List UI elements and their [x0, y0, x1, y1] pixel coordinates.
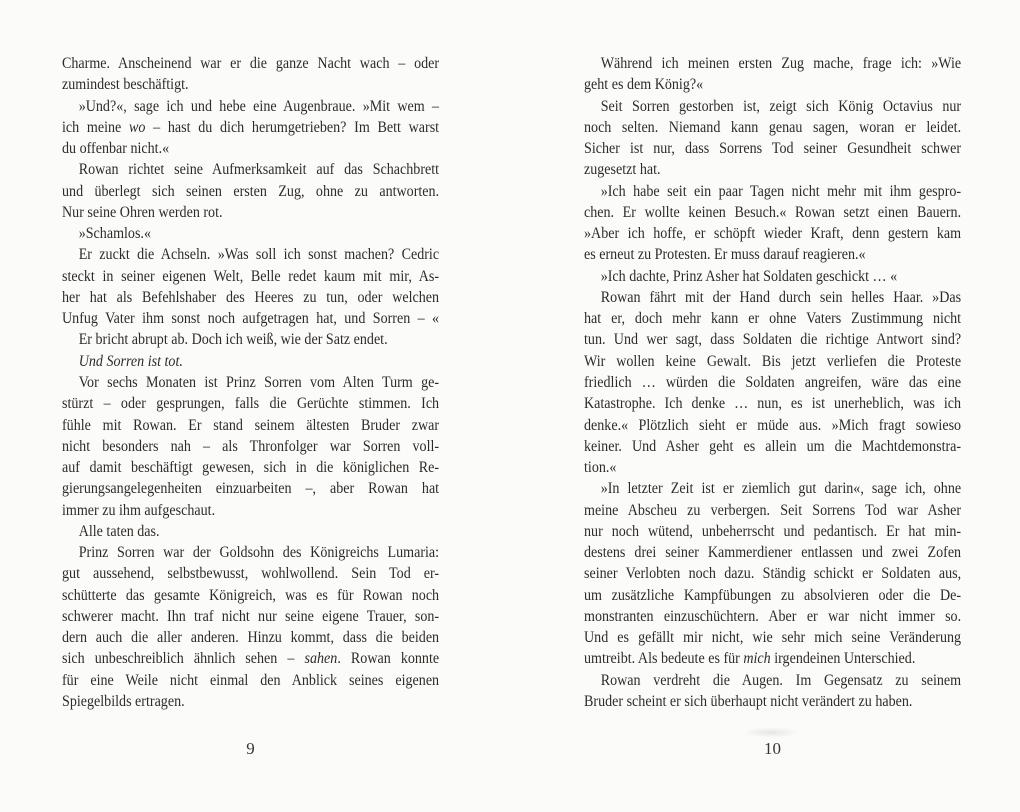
text-line: Während ich meinen ersten Zug mache, frage ich: »Wie [600, 55, 962, 72]
text-line: umtreibt. Als bedeute es für mich irgendeinen Unterschied. [584, 650, 916, 668]
text-line: stürzt – oder gesprungen, falls die Gerüchte stimmen. Ich [62, 395, 440, 413]
text-line: Alle taten das. [78, 522, 160, 540]
text-line: fühle mit Rowan. Er stand seinem ältesten Bruder zwar [62, 416, 440, 434]
text-line: Rowan richtet seine Aufmerksamkeit auf das Schachbrett [78, 161, 440, 179]
text-line: Er bricht abrupt ab. Doch ich weiß, wie der Satz endet. [78, 331, 388, 349]
text-line: »In letzter Zeit ist er ziemlich gut darin«, sage ich, ohne [600, 480, 962, 498]
text-line: Charme. Anscheinend war er die ganze Nacht wach – oder [62, 55, 440, 72]
text-line: schütterte das gesamte Königreich, was es für Rowan noch [62, 586, 440, 604]
text-line: immer zu ihm aufgeschaut. [62, 501, 216, 519]
text-line: meine Abscheu zu verbergen. Seit Sorrens Tod war Asher [584, 501, 962, 519]
text-line: Spiegelbilds ertragen. [62, 692, 185, 710]
text-line: Rowan verdreht die Augen. Im Gegensatz zu seinem [600, 671, 962, 689]
text-line: zugesetzt hat. [584, 161, 661, 179]
text-line: gut aussehend, selbstbewusst, wohlwollend. Sein Tod er- [62, 565, 440, 583]
text-line: Vor sechs Monaten ist Prinz Sorren vom Alten Turm ge- [78, 373, 440, 391]
text-line: steckt in seiner eigenen Welt, Belle redet kaum mit mir, As- [62, 267, 440, 285]
text-line: »Ich habe seit ein paar Tagen nicht mehr mit ihm gespro- [600, 182, 962, 200]
text-line: tion.« [584, 459, 617, 477]
text-line: gierungsangelegenheiten einzuarbeiten –, aber Rowan hat [62, 480, 440, 498]
page-number-left: 9 [246, 739, 255, 758]
text-line: Prinz Sorren war der Goldsohn des Königreichs Lumaria: [78, 544, 440, 562]
text-line: schwerer macht. Ihn traf nicht nur seine eigene Trauer, son- [62, 607, 440, 625]
page-left-text-block [62, 53, 439, 712]
text-line: tun. Und wer sagt, dass Soldaten die richtige Antwort sind? [584, 331, 962, 349]
text-line: denke.« Plötzlich sieht er müde aus. »Mich fragt sowieso [584, 416, 962, 434]
text-line: destens drei seiner Kammerdiener entlassen und zwei Zofen [584, 544, 962, 562]
page-number-right: 10 [764, 739, 781, 758]
text-line: du offenbar nicht.« [62, 140, 170, 158]
text-line: »Aber ich hoffe, er schöpft wieder Kraft, denn gestern kam [584, 225, 962, 243]
text-line: Unfug Vater ihm sonst noch aufgetragen hat, und Sorren – « [62, 310, 440, 328]
text-line: »Schamlos.« [78, 225, 151, 243]
text-line: Er zuckt die Achseln. »Was soll ich sonst machen? Cedric [78, 246, 440, 264]
text-line: Wir wollen keine Gewalt. Bis jetzt verliefen die Proteste [584, 352, 962, 370]
text-line: her hat als Befehlshaber des Heeres zu tun, oder welchen [62, 288, 440, 306]
text-line: geht es dem König?« [584, 76, 704, 94]
text-line: Und es gefällt mir nicht, wie sehr mich seine Veränderung [584, 629, 962, 647]
text-line: sich unbeschreiblich ähnlich sehen – sahen. Rowan konnte [62, 650, 440, 668]
page-right-text-block [584, 53, 961, 712]
text-line: Katastrophe. Ich denke … nun, es ist unerheblich, was ich [584, 395, 962, 413]
text-line: Nur seine Ohren werden rot. [62, 203, 223, 221]
text-line: Seit Sorren gestorben ist, zeigt sich König Octavius nur [600, 97, 962, 115]
text-line: Bruder scheint er sich überhaupt nicht verändert zu haben. [584, 692, 913, 710]
text-line: für eine Weile nicht einmal den Anblick seines eigenen [62, 671, 440, 689]
text-line: um zusätzliche Kampfübungen zu absolvieren oder die De- [584, 586, 962, 604]
text-line: Sicher ist nur, dass Sorrens Tod seiner Gesundheit schwer [584, 140, 962, 158]
text-line: zumindest beschäftigt. [62, 76, 189, 94]
scan-smudge-artifact [742, 727, 800, 738]
text-line: auf damit beschäftigt gewesen, sich in die königlichen Re- [62, 459, 440, 477]
text-line: nicht besonders nah – als Thronfolger war Sorren voll- [62, 437, 440, 455]
text-line: monstranten einzuschüchtern. Aber er war nicht immer so. [584, 607, 962, 625]
text-line: und überlegt sich seinen ersten Zug, ohne zu antworten. [62, 182, 440, 200]
text-line: chen. Er wollte keinen Besuch.« Rowan setzt einen Bauern. [584, 203, 962, 221]
text-line: hat er, doch mehr kann er ohne Vaters Zustimmung nicht [584, 310, 962, 328]
text-line: nur noch wütend, unbeherrscht und pedantisch. Er hat min- [584, 522, 962, 540]
text-line: ich meine wo – hast du dich herumgetrieben? Im Bett warst [62, 118, 440, 136]
text-line: Rowan fährt mit der Hand durch sein helles Haar. »Das [600, 288, 962, 306]
text-line: dern auch die aller anderen. Hinzu kommt, dass die beiden [62, 629, 440, 647]
text-line: Und Sorren ist tot. [78, 352, 183, 370]
text-line: keiner. Und Asher geht es allein um die Machtdemonstra- [584, 437, 962, 455]
text-line: es erneut zu Protesten. Er muss darauf reagieren.« [584, 246, 866, 264]
text-line: friedlich … würden die Soldaten angreifen, wäre das eine [584, 373, 962, 391]
text-line: »Und?«, sage ich und hebe eine Augenbraue. »Mit wem – [78, 97, 440, 115]
text-line: noch selten. Niemand kann genau sagen, woran er leidet. [584, 118, 962, 136]
text-line: seiner Verlobten noch dazu. Ständig schickt er Soldaten aus, [584, 565, 962, 583]
text-line: »Ich dachte, Prinz Asher hat Soldaten geschickt … « [600, 267, 898, 285]
